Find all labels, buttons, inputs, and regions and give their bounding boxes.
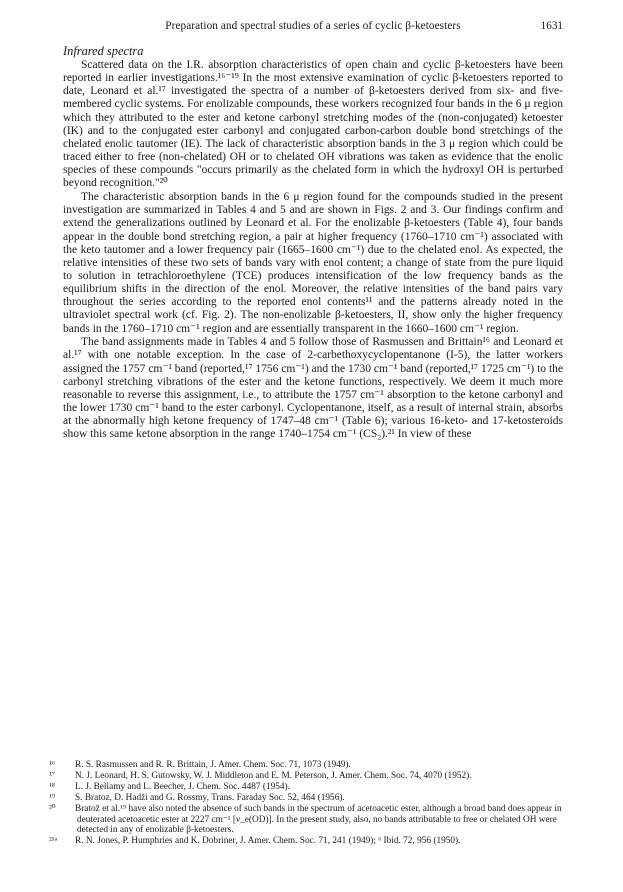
section-heading: Infrared spectra xyxy=(63,44,144,58)
footnote-label: ¹⁹ xyxy=(49,792,56,803)
running-title: Preparation and spectral studies of a series of cyclic β-ketoesters xyxy=(165,20,461,32)
footnote-label: ¹⁸ xyxy=(49,781,56,792)
footnote-text: L. J. Bellamy and L. Beecher, J. Chem. Soc. 4487 (1954). xyxy=(75,781,290,792)
footnote xyxy=(49,770,563,782)
footnote xyxy=(49,792,563,804)
footnote-label: ¹⁶ xyxy=(49,760,56,770)
footnote-text: R. N. Jones, P. Humphries and K. Dobriner, J. Amer. Chem. Soc. 71, 241 (1949); ᵇ Ibid. 72, 956 (1950). xyxy=(75,836,461,847)
footnote xyxy=(49,781,563,793)
footnote-label: ²¹ᵃ xyxy=(49,836,58,847)
footnote xyxy=(49,760,563,771)
paragraph-3: The band assignments made in Tables 4 and 5 follow those of Rasmussen and Brittain¹⁶ and Leonard et al.¹⁷ with one notable exception. In the case of 2-carbethoxycyclopentanone (I-5), the latter workers assigned the 1757 cm⁻¹ band (reported,¹⁷ 1756 cm⁻¹) and the 1730 cm⁻¹ band (reported,¹⁷ 1725 cm⁻¹) to the carbonyl stretching vibrations of the ester and the ketone functions, respectively. We deem it much more reasonable to reverse this assignment, i.e., to attribute the 1757 cm⁻¹ absorption to the ketone carbonyl and the lower 1730 cm⁻¹ band to the ester carbonyl. Cyclopentanone, itself, as a result of internal strain, absorbs at the abnormally high ketone frequency of 1747–48 cm⁻¹ (Table 6); various 16-keto- and 17-ketosteroids show this same ketone absorption in the range 1740–1754 cm⁻¹ (CS₂).²¹ In view of these xyxy=(63,336,563,441)
footnote-text: N. J. Leonard, H. S. Gutowsky, W. J. Middleton and E. M. Peterson, J. Amer. Chem. Soc. 74, 4070 (1952). xyxy=(75,770,472,781)
footnote xyxy=(49,836,563,847)
body-text xyxy=(63,59,563,442)
footnote xyxy=(49,803,563,836)
paragraph-2: The characteristic absorption bands in the 6 μ region found for the compounds studied in the present investigation are summarized in Tables 4 and 5 and are shown in Figs. 2 and 3. Our findings confirm and extend the generalizations outlined by Leonard et al. For the enolizable β-ketoesters (Table 4), four bands appear in the double bond stretching region, a pair at higher frequency (1760–1710 cm⁻¹) associated with the keto tautomer and a lower frequency pair (1665–1600 cm⁻¹) due to the chelated enol. As expected, the relative intensities of these two sets of bands vary with enol content; a change of state from the pure liquid to solution in tetrachloroethylene (TCE) produces intensification of the low frequency bands as the equilibrium shifts in the direction of the enol. Moreover, the relative intensities of the band pairs vary throughout the series according to the reported enol contents¹¹ and the patterns already noted in the ultraviolet spectral work (cf. Fig. 2). The non-enolizable β-ketoesters, II, show only the higher frequency bands in the 1760–1710 cm⁻¹ region and are essentially transparent in the 1660–1600 cm⁻¹ region. xyxy=(63,191,563,335)
footnote-text: R. S. Rasmussen and R. R. Brittain, J. Amer. Chem. Soc. 71, 1073 (1949). xyxy=(75,760,351,770)
footnote-label: ¹⁷ xyxy=(49,770,56,781)
footnote-text: Bratož et al.¹⁹ have also noted the absence of such bands in the spectrum of acetoacetic ester, although a broad band does appear in deuterated acetoacetic ester at 2227 cm⁻¹ [ν_e(OD)]. In the present study, also, no bands attributable to free or chelated OH were detected in any of enolizable β-ketoesters. xyxy=(75,803,562,836)
paragraph-1: Scattered data on the I.R. absorption characteristics of open chain and cyclic β-ketoesters have been reported in earlier investigations.¹⁶⁻¹⁹ In the most extensive examination of cyclic β-ketoesters reported to date, Leonard et al.¹⁷ investigated the spectra of a number of β-ketoesters derived from six- and five-membered cyclic systems. For enolizable compounds, these workers recognized four bands in the 6 μ region which they attributed to the ester and ketone carbonyl stretching modes of the (non-conjugated) ketoester (IK) and to the conjugated ester carbonyl and conjugated carbon-carbon double bond stretchings of the chelated enolic tautomer (IE). The lack of characteristic absorption bands in the 3 μ region which could be traced either to free (non-chelated) OH or to chelated OH vibrations was taken as evidence that the enolic species of these compounds "occurs primarily as the chelated form in which the hydroxyl OH is perturbed beyond recognition."²⁰ xyxy=(63,59,563,190)
page-number: 1631 xyxy=(540,20,563,32)
footnotes xyxy=(49,760,563,847)
running-header xyxy=(63,20,563,36)
footnote-text: S. Bratoz, D. Hadži and G. Rossmy, Trans. Faraday Soc. 52, 464 (1956). xyxy=(75,792,345,803)
footnote-label: ²⁰ xyxy=(49,803,56,814)
